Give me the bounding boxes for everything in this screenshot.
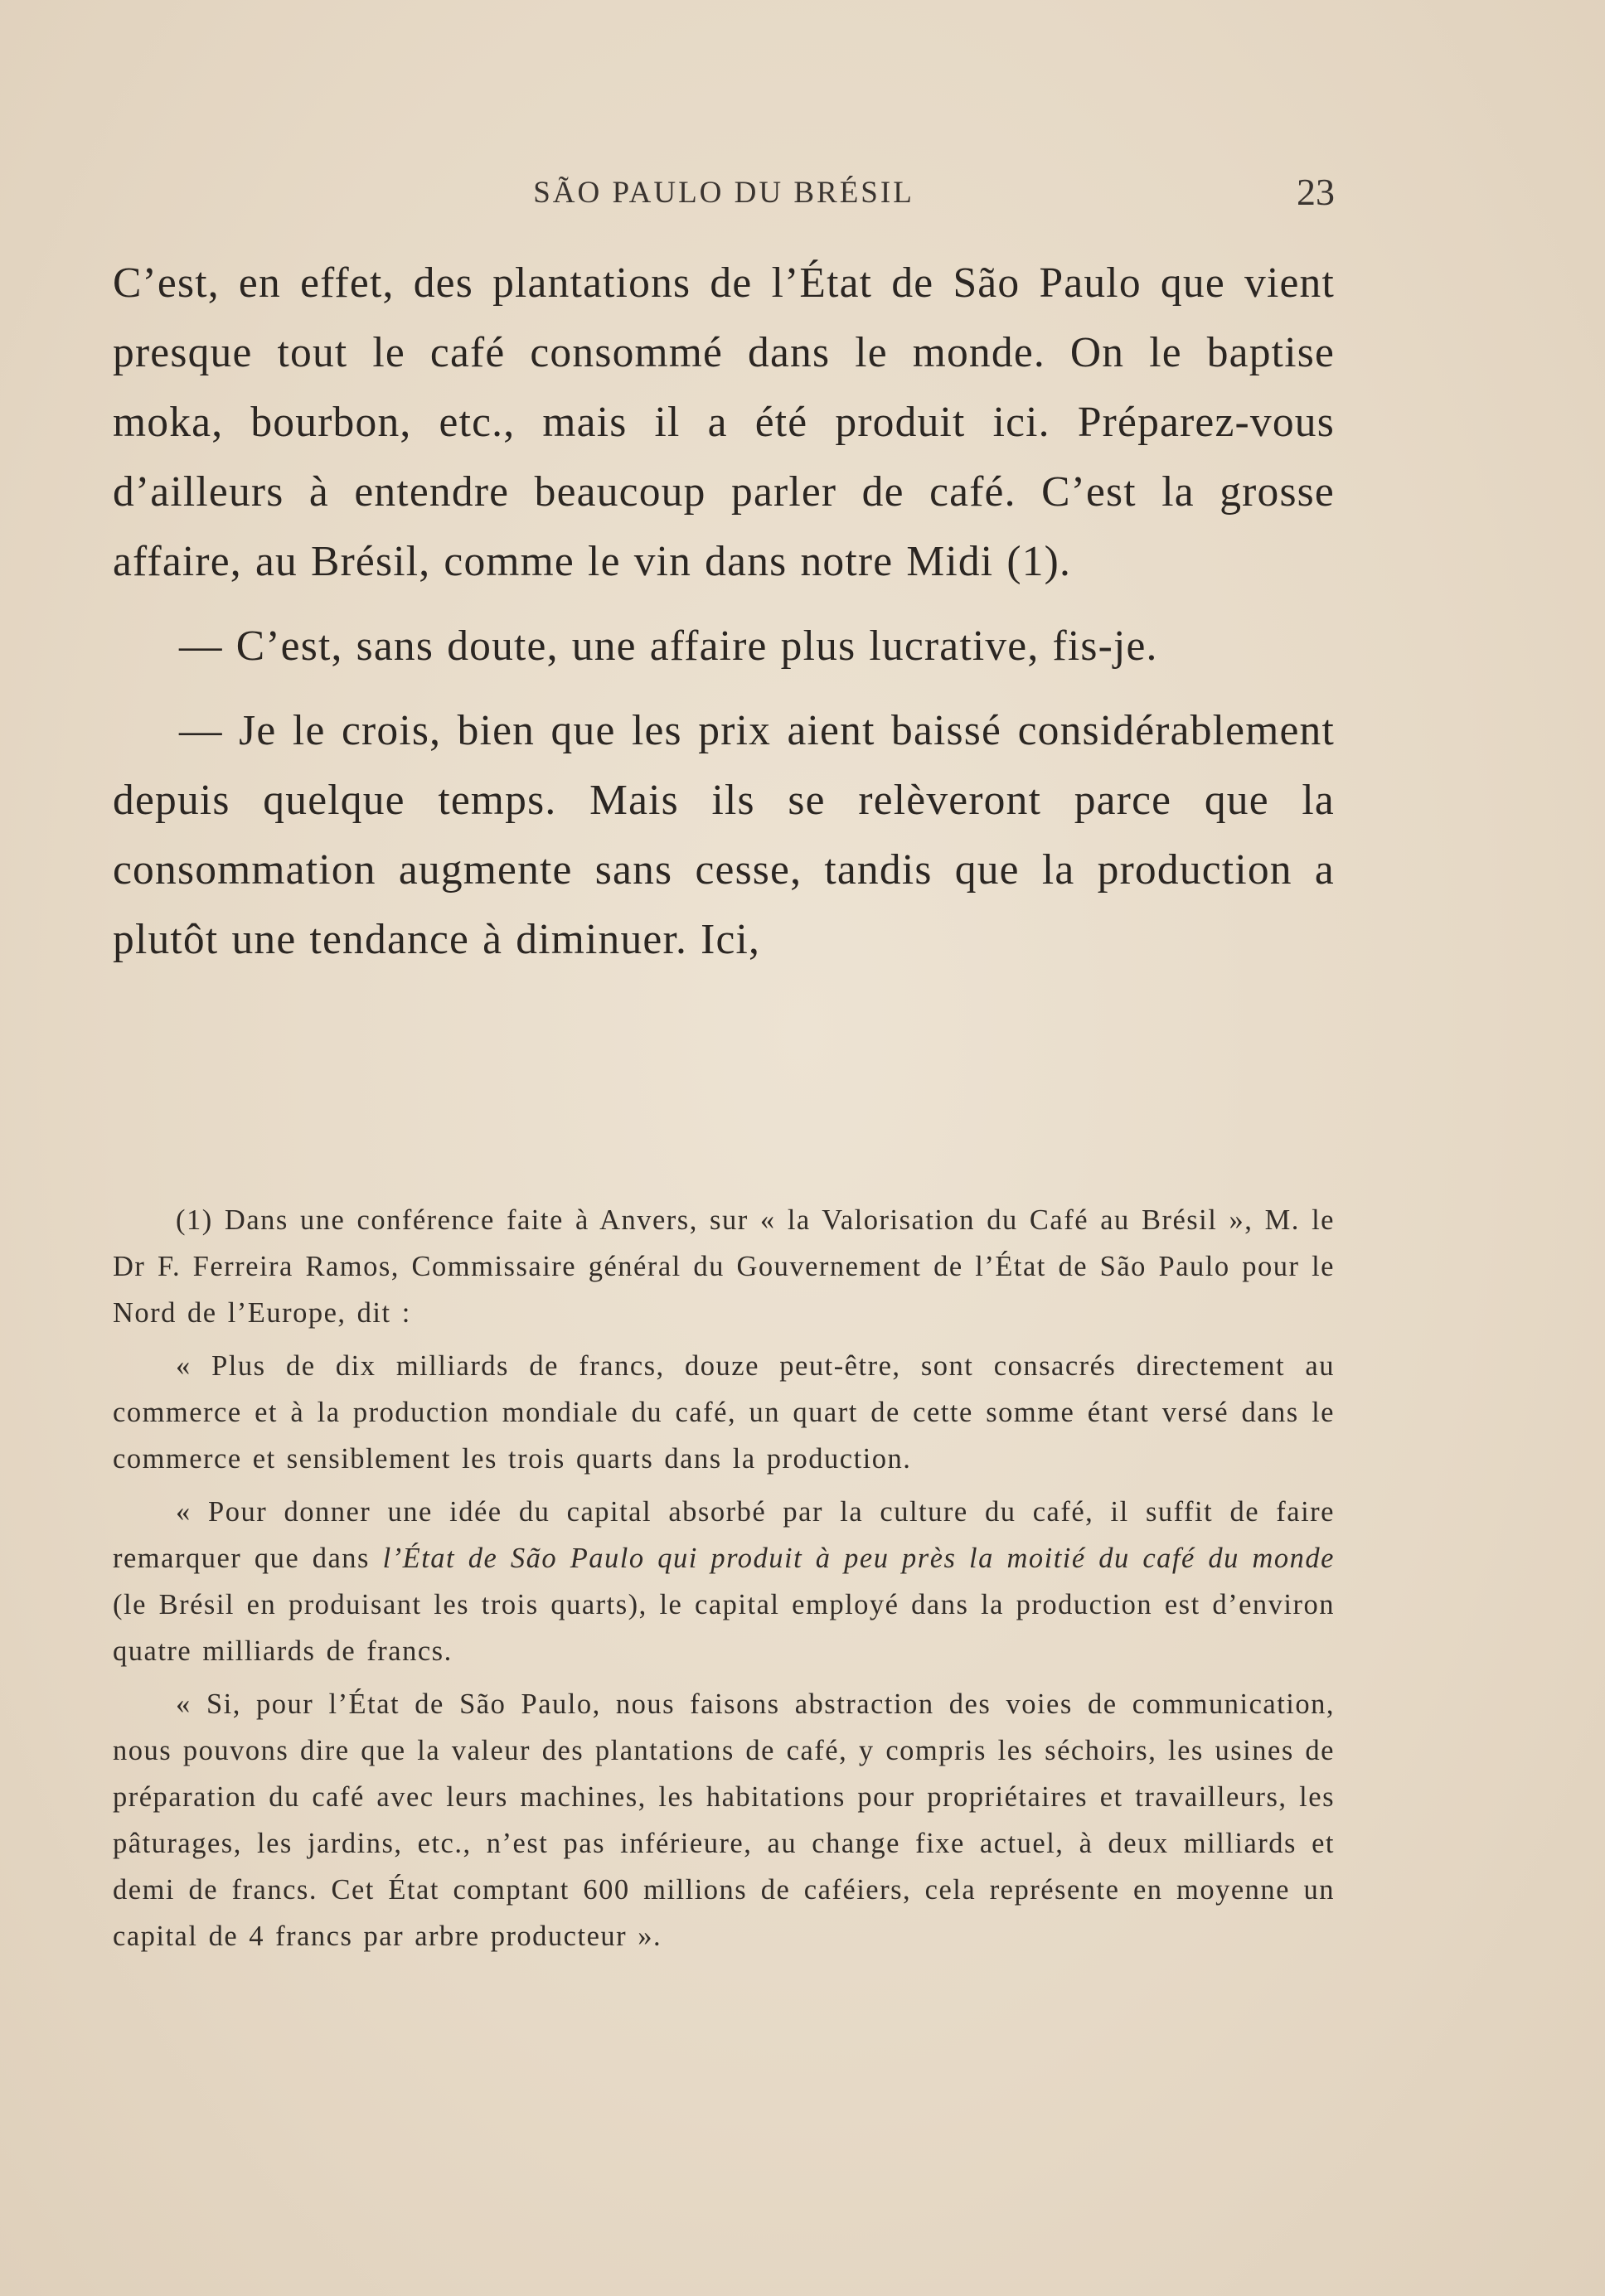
footnote-paragraph-1: (1) Dans une conférence faite à Anvers, sur « la Valorisation du Café au Brésil », M. le Dr F. Ferreira Ramos, Commissaire général du Gouvernement de l’État de São Paulo pour le Nord de l’Europe, dit :: [113, 1204, 1335, 1329]
footnote-p3-start: « Pour donner une idée du capital absorbé par la culture du café, il suffit de faire remarquer que dans: [113, 1496, 1335, 1574]
footnote: [113, 1197, 1335, 1959]
footnote-paragraph-3: [113, 1489, 1335, 1674]
footnote-paragraph-2: « Plus de dix milliards de francs, douze peut-être, sont consacrés directement au commerce et à la production mondiale du café, un quart de cette somme étant versé dans le commerce et sensiblement les trois quarts dans la production.: [113, 1350, 1335, 1475]
footnote-p3-italic: l’État de São Paulo qui produit à peu près la moitié du café du monde: [382, 1543, 1335, 1574]
paragraph-2: — C’est, sans doute, une affaire plus lucrative, fis-je.: [179, 622, 1158, 670]
footnote-p3-end: (le Brésil en produisant les trois quarts), le capital employé dans la production est d’environ quatre milliards de francs.: [113, 1589, 1335, 1667]
footnote-paragraph-4: « Si, pour l’État de São Paulo, nous faisons abstraction des voies de communication, nous pouvons dire que la valeur des plantations de café, y compris les séchoirs, les usines de préparation du café avec leurs machines, les habitations pour propriétaires et travailleurs, les pâturages, les jardins, etc., n’est pas inférieure, au change fixe actuel, à deux milliards et demi de francs. Cet État comptant 600 millions de caféiers, cela représente en moyenne un capital de 4 francs par arbre producteur ».: [113, 1688, 1335, 1952]
running-head: [113, 170, 1335, 220]
paragraph-3: — Je le crois, bien que les prix aient baissé considérablement depuis quelque temps. Mais ils se relèveront parce que la consommation augmente sans cesse, tandis que la production a plutôt une tendance à diminuer. Ici,: [113, 707, 1335, 963]
page-number: 23: [1297, 171, 1335, 213]
paragraph-1: C’est, en effet, des plantations de l’État de São Paulo que vient presque tout le café consommé dans le monde. On le baptise moka, bourbon, etc., mais il a été produit ici. Préparez-vous d’ailleurs à entendre beaucoup parler de café. C’est la grosse affaire, au Brésil, comme le vin dans notre Midi (1).: [113, 259, 1335, 585]
main-text: [113, 249, 1335, 975]
running-title: SÃO PAULO DU BRÉSIL: [533, 176, 914, 210]
